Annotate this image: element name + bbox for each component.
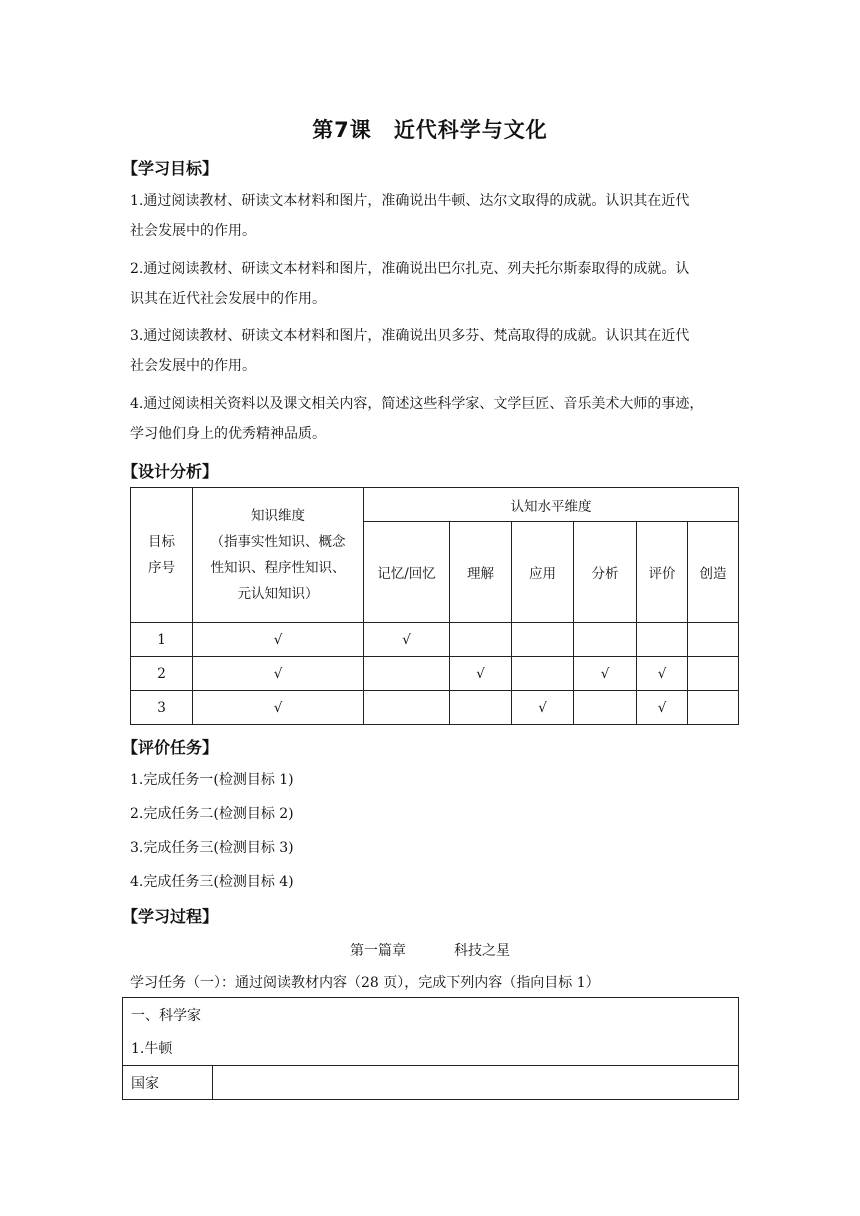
goal-item-1 (130, 186, 734, 246)
chapter-name: 科技之星 (454, 943, 510, 959)
chapter-label: 第一篇章 (350, 943, 406, 959)
evaluation-item-4: 4.完成任务三(检测目标 4) (130, 874, 294, 890)
lesson-number: 第7课 (312, 118, 372, 142)
row-mark: √ (574, 657, 637, 691)
design-analysis-table (130, 487, 739, 725)
knowledge-header-line3: 性知识、程序性知识、 (210, 560, 346, 576)
row-mark (512, 623, 574, 657)
row-mark (364, 691, 450, 725)
task-one-table (122, 997, 739, 1100)
level-remember: 记忆/回忆 (364, 522, 450, 623)
row-mark (450, 623, 512, 657)
row-knowledge-check: √ (193, 623, 364, 657)
goal-item-3-line1: 3.通过阅读教材、研读文本材料和图片，准确说出贝多芬、梵高取得的成就。认识其在近代 (130, 328, 690, 344)
row-mark (688, 623, 739, 657)
goal-item-4 (130, 389, 734, 449)
row-knowledge-check: √ (193, 691, 364, 725)
row-mark (688, 691, 739, 725)
lesson-name: 近代科学与文化 (393, 118, 548, 142)
level-create: 创造 (688, 522, 739, 623)
row-goal-number: 1 (131, 623, 193, 657)
goal-item-4-line2: 学习他们身上的优秀精神品质。 (130, 426, 326, 442)
goals-heading: 【学习目标】 (122, 159, 219, 178)
evaluation-item-2: 2.完成任务二(检测目标 2) (130, 806, 294, 822)
level-apply: 应用 (512, 522, 574, 623)
knowledge-dimension-header (193, 488, 364, 623)
task-item-label: 1.牛顿 (123, 1032, 739, 1066)
table-row (131, 657, 739, 691)
table-row (131, 691, 739, 725)
table-row (131, 623, 739, 657)
level-analyze: 分析 (574, 522, 637, 623)
row-knowledge-check: √ (193, 657, 364, 691)
row-mark: √ (450, 657, 512, 691)
row-mark (688, 657, 739, 691)
task-section-label: 一、科学家 (123, 998, 739, 1032)
goal-item-3-line2: 社会发展中的作用。 (130, 358, 256, 374)
row-mark: √ (637, 691, 688, 725)
goal-item-4-line1: 4.通过阅读相关资料以及课文相关内容，简述这些科学家、文学巨匠、音乐美术大师的事迹， (130, 396, 704, 412)
goal-item-3 (130, 321, 734, 381)
cognitive-dimension-header: 认知水平维度 (364, 488, 739, 522)
design-heading: 【设计分析】 (122, 462, 219, 481)
goal-item-2 (130, 254, 734, 314)
knowledge-header-line2: （指事实性知识、概念 (210, 534, 346, 550)
row-mark: √ (637, 657, 688, 691)
chapter-title (0, 940, 860, 960)
goal-number-header-line2: 序号 (148, 560, 175, 576)
row-mark: √ (512, 691, 574, 725)
goal-item-1-line1: 1.通过阅读教材、研读文本材料和图片，准确说出牛顿、达尔文取得的成就。认识其在近代 (130, 193, 690, 209)
country-answer-cell[interactable] (213, 1066, 739, 1100)
evaluation-heading: 【评价任务】 (122, 738, 219, 757)
process-heading: 【学习过程】 (122, 907, 219, 926)
table-header-row (131, 488, 739, 522)
task-item-row (123, 1032, 739, 1066)
task-intro: 学习任务（一）：通过阅读教材内容（28 页），完成下列内容（指向目标 1） (130, 975, 600, 991)
evaluation-item-1: 1.完成任务一(检测目标 1) (130, 772, 294, 788)
row-mark (512, 657, 574, 691)
goal-item-2-line1: 2.通过阅读教材、研读文本材料和图片，准确说出巴尔扎克、列夫托尔斯泰取得的成就。认 (130, 261, 690, 277)
evaluation-item-3: 3.完成任务三(检测目标 3) (130, 840, 294, 856)
knowledge-header-line1: 知识维度 (251, 508, 305, 524)
row-mark (450, 691, 512, 725)
page-title (0, 114, 860, 144)
goal-item-1-line2: 社会发展中的作用。 (130, 223, 256, 239)
goal-number-header (131, 488, 193, 623)
goal-number-header-line1: 目标 (148, 534, 175, 550)
task-section-row (123, 998, 739, 1032)
goal-item-2-line2: 识其在近代社会发展中的作用。 (130, 291, 326, 307)
row-mark (574, 691, 637, 725)
level-evaluate: 评价 (637, 522, 688, 623)
country-label: 国家 (123, 1066, 213, 1100)
row-goal-number: 3 (131, 691, 193, 725)
row-mark (637, 623, 688, 657)
task-country-row (123, 1066, 739, 1100)
level-understand: 理解 (450, 522, 512, 623)
row-goal-number: 2 (131, 657, 193, 691)
row-mark (364, 657, 450, 691)
row-mark (574, 623, 637, 657)
knowledge-header-line4: 元认知知识） (237, 586, 319, 602)
row-mark: √ (364, 623, 450, 657)
